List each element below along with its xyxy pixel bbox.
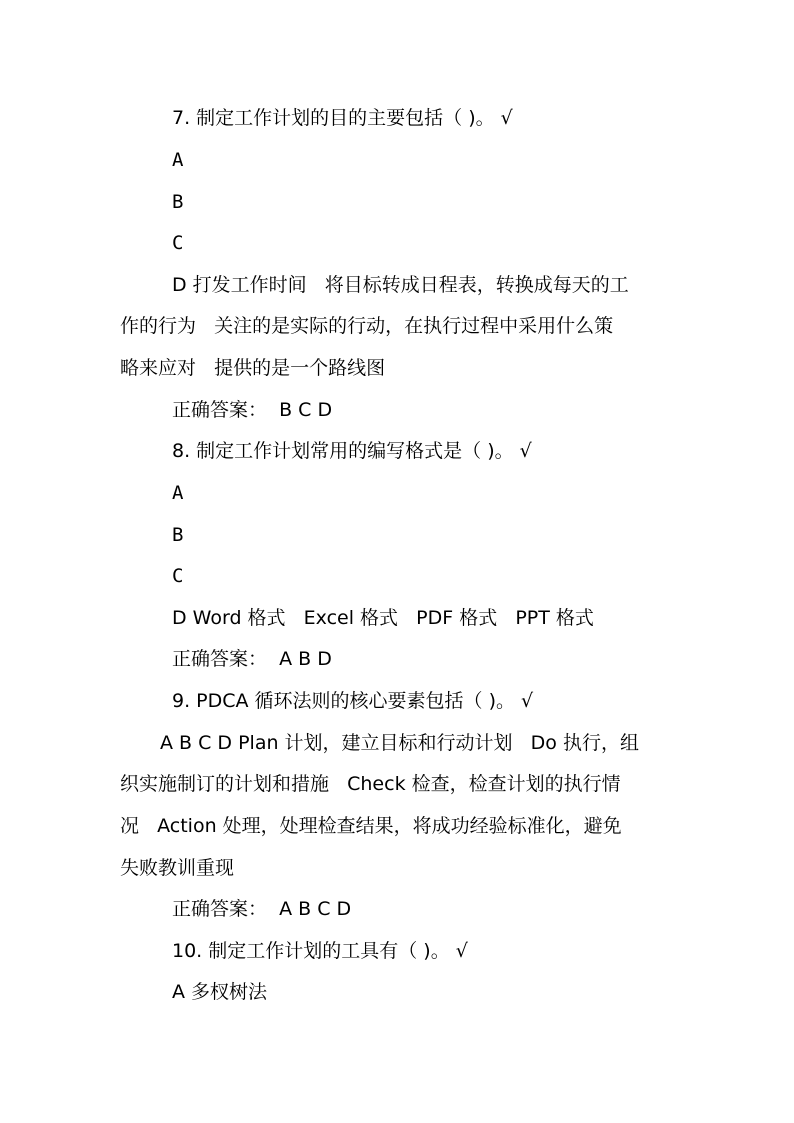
question-9-title bbox=[172, 689, 533, 713]
check-mark-icon: √ bbox=[521, 690, 534, 712]
question-7-option-b: B bbox=[172, 191, 184, 213]
question-7-title-text: 7. 制定工作计划的目的主要包括（ )。 bbox=[172, 107, 495, 129]
check-mark-icon: √ bbox=[455, 940, 468, 962]
question-7-option-c: C bbox=[172, 232, 184, 254]
question-9-body-line-4: 失败教训重现 bbox=[120, 857, 235, 879]
question-7-option-a: A bbox=[172, 149, 184, 171]
question-8-answer: 正确答案： A B D bbox=[172, 648, 332, 670]
question-9-answer: 正确答案： A B C D bbox=[172, 898, 352, 920]
question-9-body-line-1: A B C D Plan 计划，建立目标和行动计划 Do 执行，组 bbox=[160, 732, 639, 754]
question-8-option-d: D Word 格式 Excel 格式 PDF 格式 PPT 格式 bbox=[172, 607, 594, 629]
check-mark-icon: √ bbox=[500, 107, 513, 129]
question-9-body-line-3: 况 Action 处理，处理检查结果，将成功经验标准化，避免 bbox=[120, 815, 622, 837]
question-7-option-d-line-1: D 打发工作时间 将目标转成日程表，转换成每天的工 bbox=[172, 274, 629, 296]
question-8-option-b: B bbox=[172, 524, 184, 546]
question-7-option-d-line-3: 略来应对 提供的是一个路线图 bbox=[120, 357, 386, 379]
question-9-title-text: 9. PDCA 循环法则的核心要素包括（ )。 bbox=[172, 690, 516, 712]
question-8-option-c: C bbox=[172, 565, 184, 587]
question-10-title bbox=[172, 939, 468, 963]
question-10-option-a: A 多杈树法 bbox=[172, 981, 268, 1003]
check-mark-icon: √ bbox=[519, 440, 532, 462]
question-10-title-text: 10. 制定工作计划的工具有（ )。 bbox=[172, 940, 450, 962]
question-9-body-line-2: 织实施制订的计划和措施 Check 检查，检查计划的执行情 bbox=[120, 773, 621, 795]
question-7-answer: 正确答案： B C D bbox=[172, 399, 333, 421]
question-8-title-text: 8. 制定工作计划常用的编写格式是（ )。 bbox=[172, 440, 514, 462]
question-8-option-a: A bbox=[172, 482, 184, 504]
question-7-title bbox=[172, 106, 513, 130]
question-7-option-d-line-2: 作的行为 关注的是实际的行动，在执行过程中采用什么策 bbox=[120, 315, 614, 337]
question-8-title bbox=[172, 439, 532, 463]
